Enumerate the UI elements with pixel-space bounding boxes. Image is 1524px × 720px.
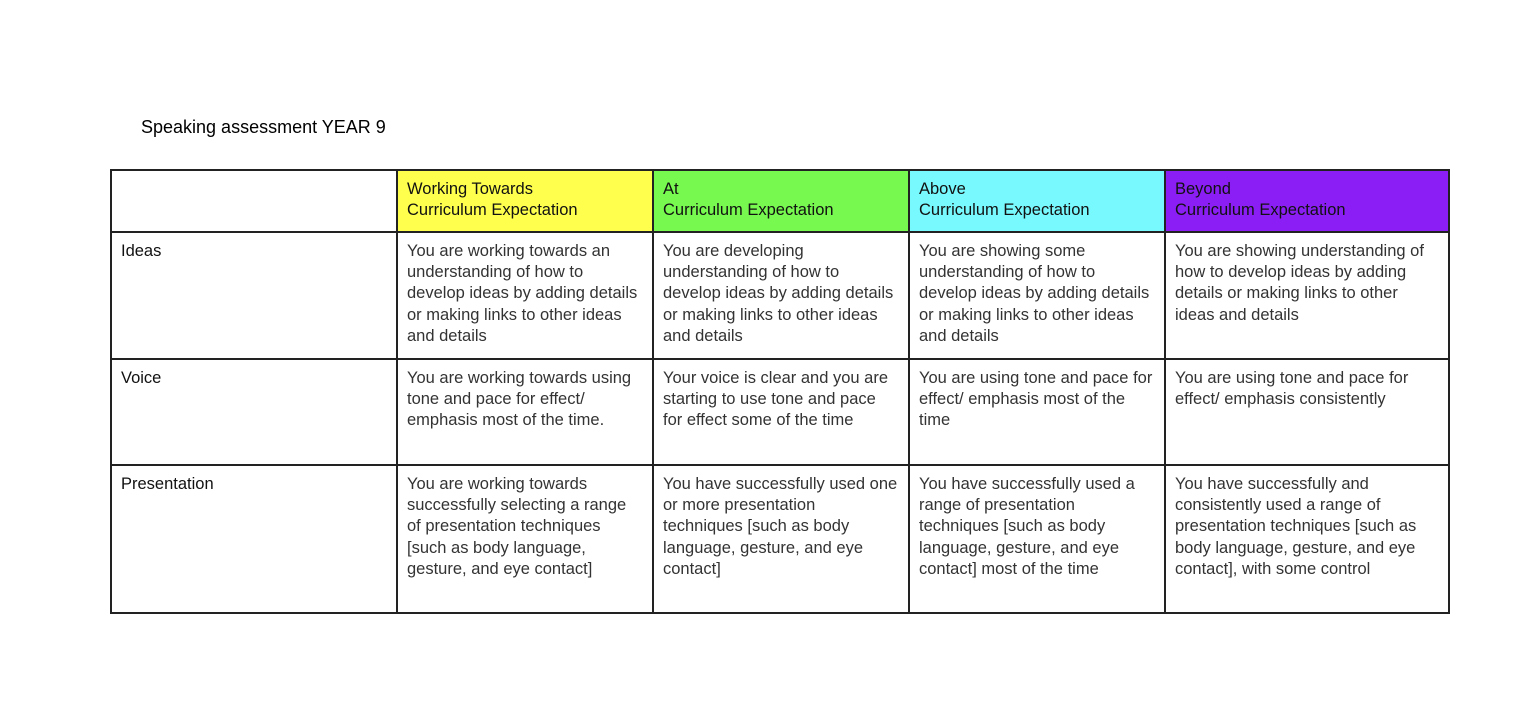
table-cell: Your voice is clear and you are starting to use tone and pace for effect some of the time xyxy=(653,359,909,465)
table-cell: You are working towards using tone and pace for effect/ emphasis most of the time. xyxy=(397,359,653,465)
header-cell-at xyxy=(653,170,909,232)
table-cell: You have successfully and consistently used a range of presentation techniques [such as body language, gesture, and eye contact], with some control xyxy=(1165,465,1449,613)
header-cell-beyond xyxy=(1165,170,1449,232)
rubric-table xyxy=(110,169,1450,614)
table-cell: You are working towards an understanding of how to develop ideas by adding details or making links to other ideas and details xyxy=(397,232,653,359)
table-cell: You are working towards successfully selecting a range of presentation techniques [such as body language, gesture, and eye contact] xyxy=(397,465,653,613)
header-expectation-label: Curriculum Expectation xyxy=(1175,201,1346,220)
table-cell: You are developing understanding of how to develop ideas by adding details or making links to other ideas and details xyxy=(653,232,909,359)
table-cell: You are showing understanding of how to develop ideas by adding details or making links to other ideas and details xyxy=(1165,232,1449,359)
table-cell: You are showing some understanding of how to develop ideas by adding details or making links to other ideas and details xyxy=(909,232,1165,359)
row-label-presentation: Presentation xyxy=(111,465,397,613)
header-level-label: Working Towards xyxy=(407,180,533,198)
table-row-presentation xyxy=(111,465,1449,613)
table-cell: You have successfully used a range of presentation techniques [such as body language, gesture, and eye contact] most of the time xyxy=(909,465,1165,613)
table-row-voice xyxy=(111,359,1449,465)
table-cell: You have successfully used one or more presentation techniques [such as body language, gesture, and eye contact] xyxy=(653,465,909,613)
table-cell: You are using tone and pace for effect/ emphasis most of the time xyxy=(909,359,1165,465)
header-expectation-label: Curriculum Expectation xyxy=(919,201,1090,220)
header-cell-above xyxy=(909,170,1165,232)
table-row-ideas xyxy=(111,232,1449,359)
table-cell: You are using tone and pace for effect/ emphasis consistently xyxy=(1165,359,1449,465)
row-label-voice: Voice xyxy=(111,359,397,465)
header-expectation-label: Curriculum Expectation xyxy=(663,201,834,220)
header-cell-working-towards xyxy=(397,170,653,232)
header-level-label: Beyond xyxy=(1175,180,1231,198)
header-level-label: At xyxy=(663,180,679,198)
document-title: Speaking assessment YEAR 9 xyxy=(141,117,386,137)
header-level-label: Above xyxy=(919,180,966,198)
row-label-ideas: Ideas xyxy=(111,232,397,359)
header-row xyxy=(111,170,1449,232)
header-expectation-label: Curriculum Expectation xyxy=(407,201,578,220)
header-cell-empty xyxy=(111,170,397,232)
